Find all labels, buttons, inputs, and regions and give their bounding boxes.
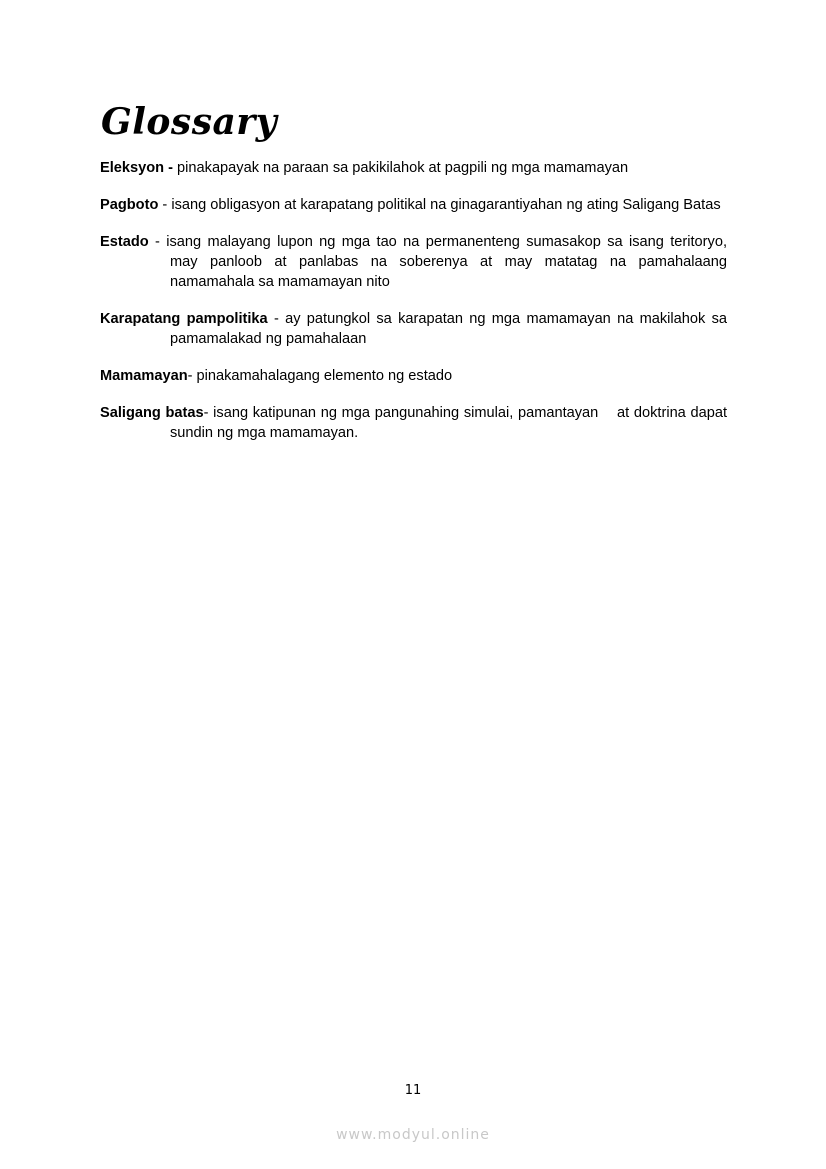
glossary-entry-karapatang-pampolitika [100,309,727,349]
glossary-definition: - isang malayang lupon ng mga tao na permanenteng sumasakop sa isang teritoryo, may panloob at panlabas na soberenya at may matatag na pamahalaang namamahala sa mamamayan nito [148,234,727,290]
glossary-definition: - ay patungkol sa karapatan ng mga mamamayan na makilahok sa pamamalakad ng pamahalaan [170,311,727,347]
glossary-entry-saligang-batas [100,403,732,443]
glossary-term: Pagboto [100,197,159,213]
page-number: 11 [404,1083,422,1098]
glossary-definition: - isang obligasyon at karapatang politikal na ginagarantiyahan ng ating Saligang Batas [158,197,721,213]
glossary-term: Karapatang pampolitika [100,311,268,327]
glossary-term: Saligang batas [100,405,204,421]
glossary-definition: - pinakamahalagang elemento ng estado [187,368,453,384]
glossary-term: Estado [100,234,149,250]
glossary-term: Eleksyon - [100,160,173,176]
page-title: Glossary [101,101,278,143]
glossary-entry-mamamayan [100,366,727,386]
glossary-definition: pinakapayak na paraan sa pakikilahok at pagpili ng mga mamamayan [173,160,629,176]
glossary-term: Mamamayan [100,368,188,384]
glossary-entry-estado [100,232,727,292]
glossary-entry-eleksyon [100,158,727,178]
glossary-entry-pagboto [100,195,727,215]
glossary-definition: - isang katipunan ng mga pangunahing simulai, pamantayan at doktrina dapat sundin ng mga mamamayan. [170,405,732,441]
glossary-list [100,158,732,460]
watermark: www.modyul.online [336,1127,490,1143]
